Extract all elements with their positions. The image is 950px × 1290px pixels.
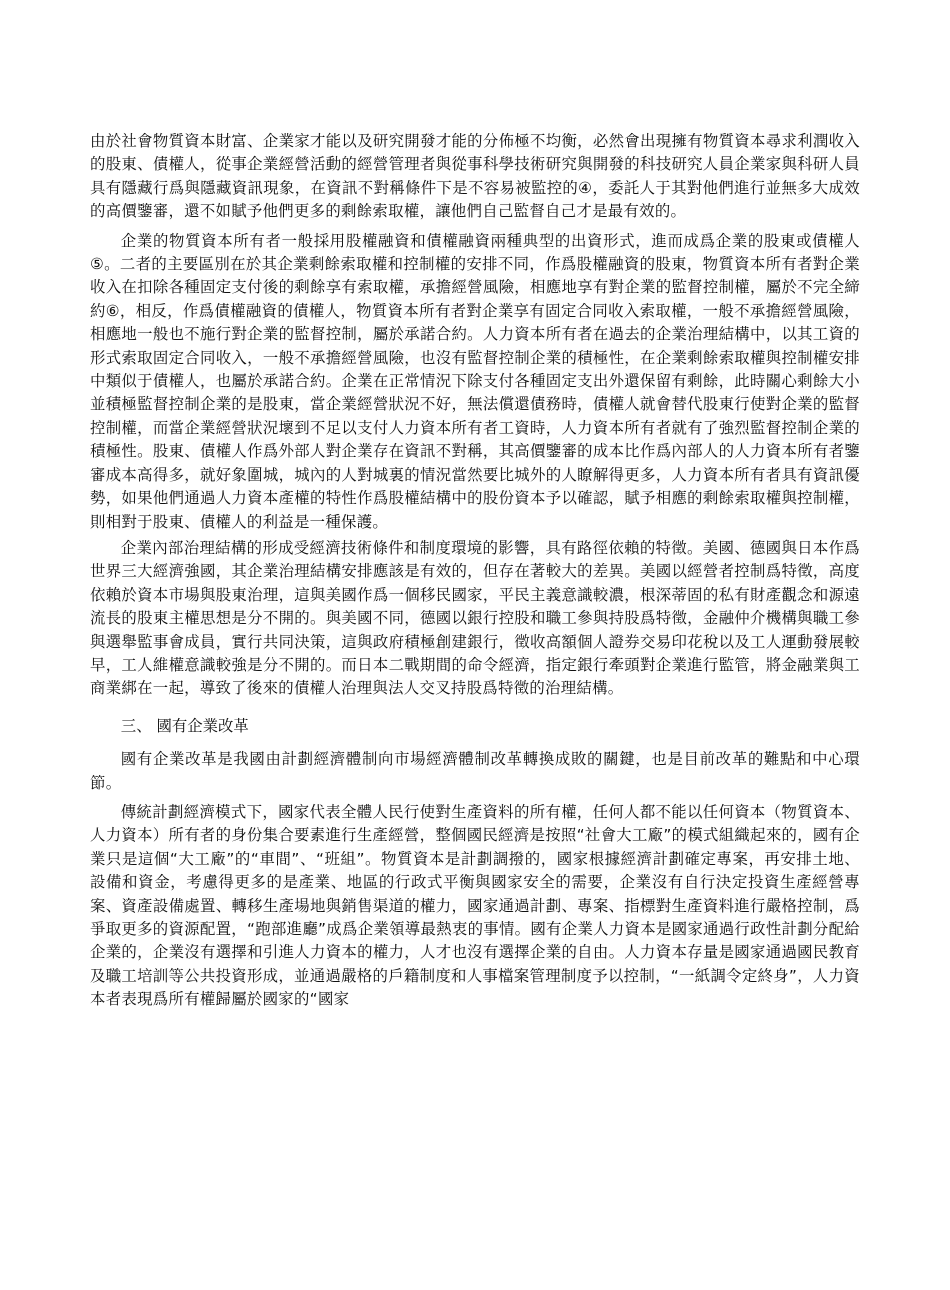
- paragraph-4: 國有企業改革是我國由計劃經濟體制向市場經濟體制改革轉換成敗的關鍵，也是目前改革的難點和中心環節。: [90, 750, 860, 792]
- paragraph-3: 企業內部治理結構的形成受經濟技術條件和制度環境的影響，具有路徑依賴的特徵。美國、德國與日本作爲世界三大經濟強國，其企業治理結構安排應該是有效的，但存在著較大的差異。美國以經營者控制爲特徵，高度依賴於資本市場與股東治理，這與美國作爲一個移民國家，平民主義意識較濃，根深蒂固的私有財產觀念和源遠流長的股東主權思想是分不開的。與美國不同，德國以銀行控股和職工參與持股爲特徵，金融仲介機構與職工參與選舉監事會成員，實行共同決策，這與政府積極創建銀行，徵收高額個人證券交易印花稅以及工人運動發展較早，工人維權意識較強是分不開的。而日本二戰期間的命令經濟，指定銀行牽頭對企業進行監管，將金融業與工商業綁在一起，導致了後來的債權人治理與法人交叉持股爲特徵的治理結構。: [90, 538, 860, 698]
- paragraph-1: 由於社會物質資本財富、企業家才能以及研究開發才能的分佈極不均衡，必然會出現擁有物質資本尋求利潤收入的股東、債權人，從事企業經營活動的經營管理者與從事科學技術研究與開發的科技研究人員企業家與科研人員具有隱藏行爲與隱藏資訊現象，在資訊不對稱條件下是不容易被監控的④，委託人于其對他們進行並無多大成效的高價鑒審，還不如賦予他們更多的剩餘索取權，讓他們自己監督自己才是最有效的。: [90, 132, 860, 221]
- paragraph-5: 傳統計劃經濟模式下，國家代表全體人民行使對生產資料的所有權，任何人都不能以任何資本（物質資本、人力資本）所有者的身份集合要素進行生產經營，整個國民經濟是按照“社會大工廠”的模式組織起來的，國有企業只是這個“大工廠”的“車間”、“班組”。物質資本是計劃調撥的，國家根據經濟計劃確定專案，再安排土地、設備和資金，考慮得更多的是產業、地區的行政式平衡與國家安全的需要，企業沒有自行決定投資生產經營專案、資產設備處置、轉移生產場地與銷售渠道的權力，國家通過計劃、專案、指標對生產資料進行嚴格控制，爲爭取更多的資源配置，“跑部進廳”成爲企業領導最熱衷的事情。國有企業人力資本是國家通過行政性計劃分配給企業的，企業沒有選擇和引進人力資本的權力，人才也沒有選擇企業的自由。人力資本存量是國家通過國民教育及職工培訓等公共投資形成，並通過嚴格的戶籍制度和人事檔案管理制度予以控制，“一紙調令定終身”，人力資本者表現爲所有權歸屬於國家的“國家: [90, 802, 860, 1009]
- paragraph-2: 企業的物質資本所有者一般採用股權融資和債權融資兩種典型的出資形式，進而成爲企業的股東或債權人⑤。二者的主要區別在於其企業剩餘索取權和控制權的安排不同，作爲股權融資的股東，物質資本所有者對企業收入在扣除各種固定支付後的剩餘享有索取權，承擔經營風險，相應地享有對企業的監督控制權，屬於不完全締約⑥，相反，作爲債權融資的債權人，物質資本所有者對企業享有固定合同收入索取權，一般不承擔經營風險，相應地一般也不施行對企業的監督控制，屬於承諾合約。人力資本所有者在過去的企業治理結構中，以其工資的形式索取固定合同收入，一般不承擔經營風險，也沒有監督控制企業的積極性，在企業剩餘索取權與控制權安排中類似于債權人，也屬於承諾合約。企業在正常情況下除支付各種固定支出外還保留有剩餘，此時關心剩餘大小並積極監督控制企業的是股東，當企業經營狀況不好，無法償還債務時，債權人就會替代股東行使對企業的監督控制權，而當企業經營狀況壞到不足以支付人力資本所有者工資時，人力資本所有者就有了強烈監督控制企業的積極性。股東、債權人作爲外部人對企業存在資訊不對稱，其高價鑒審的成本比作爲內部人的人力資本所有者鑒審成本高得多，就好象圍城，城內的人對城裏的情況當然要比城外的人瞭解得更多，人力資本所有者具有資訊優勢，如果他們通過人力資本產權的特性作爲股權結構中的股份資本予以確認，賦予相應的剩餘索取權與控制權，則相對于股東、債權人的利益是一種保護。: [90, 231, 860, 531]
- document-body: [90, 130, 860, 1012]
- section-heading: 三、 國有企業改革: [120, 716, 249, 735]
